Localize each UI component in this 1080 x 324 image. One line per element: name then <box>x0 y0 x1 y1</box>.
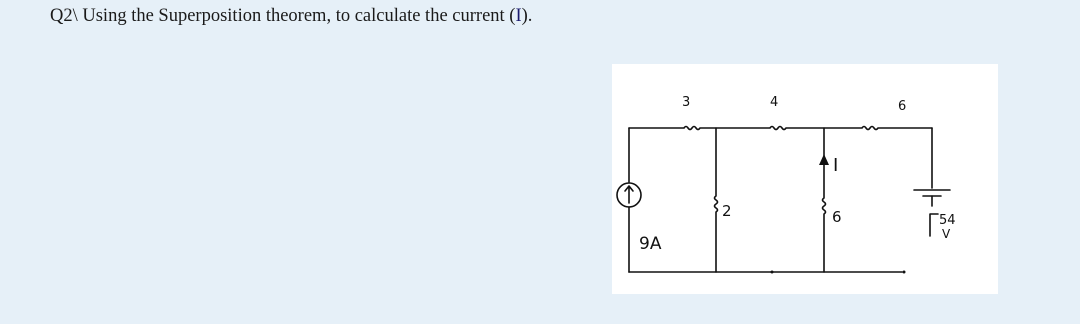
question-text <box>50 6 532 27</box>
bottom-wire-dot <box>903 271 906 274</box>
bottom-wire-dot <box>771 271 774 274</box>
branch-6-ohm <box>823 128 826 272</box>
label-r-series-3: 6 <box>898 99 907 114</box>
circuit-diagram <box>612 64 998 294</box>
branch-2-ohm <box>715 128 718 272</box>
voltage-source-icon <box>914 190 950 196</box>
label-branch-current: I <box>833 155 839 176</box>
label-source-voltage-unit: V <box>942 227 951 241</box>
label-source-current: 9A <box>639 234 662 254</box>
voltage-source-bracket <box>930 214 938 236</box>
label-r-shunt-1: 2 <box>722 202 732 220</box>
question-prefix: Q2\ Using the Superposition theorem, to calculate the current ( <box>50 6 516 26</box>
label-r-series-2: 4 <box>770 95 779 110</box>
current-source-arrow-icon <box>625 186 633 203</box>
top-wire <box>629 127 932 130</box>
label-r-series-1: 3 <box>682 95 691 110</box>
current-symbol: I <box>515 6 522 26</box>
current-arrow-icon <box>819 154 829 165</box>
question-suffix: ). <box>521 6 533 26</box>
circuit-diagram-panel <box>612 64 998 294</box>
label-r-shunt-2: 6 <box>832 208 842 226</box>
label-source-voltage: 54 <box>939 213 956 228</box>
